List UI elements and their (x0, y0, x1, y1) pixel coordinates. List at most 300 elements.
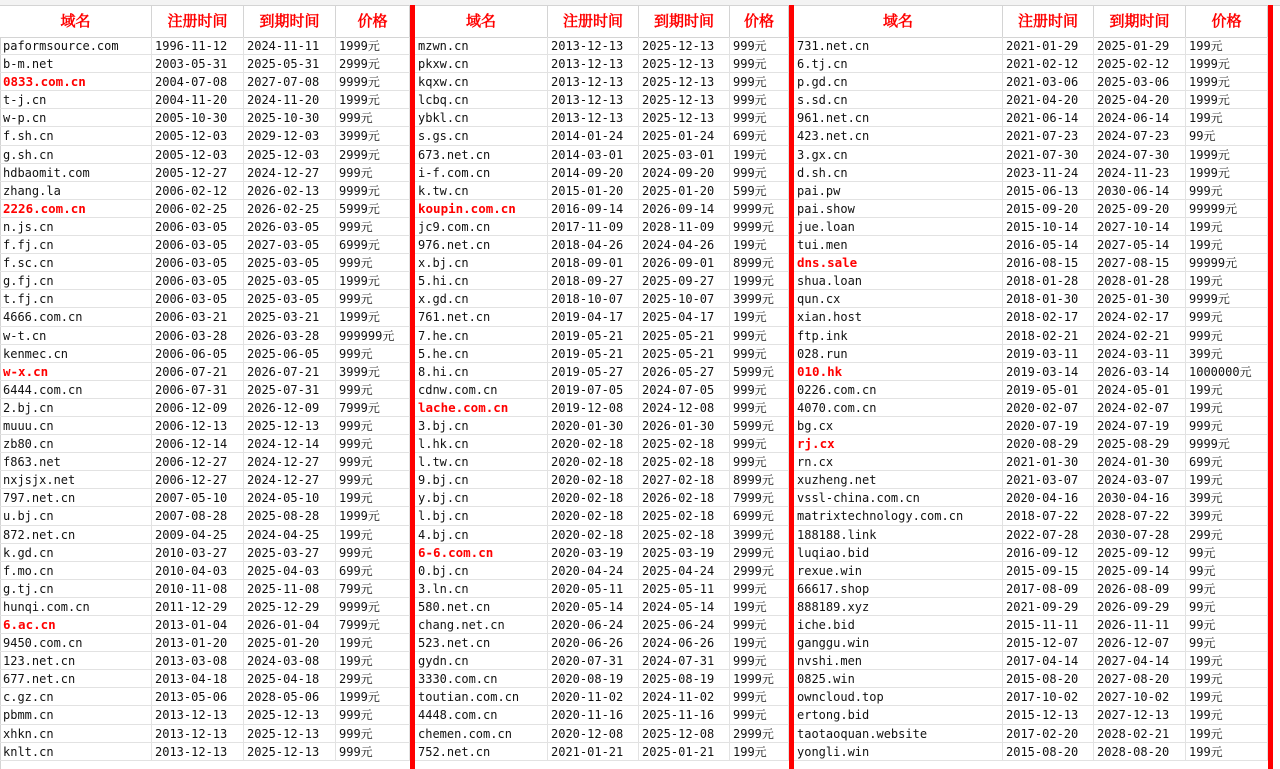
reg-date-cell[interactable]: 2005-12-03 (152, 146, 244, 164)
exp-date-cell[interactable]: 2028-05-06 (244, 688, 336, 706)
domain-cell[interactable]: 3.gx.cn (794, 146, 1003, 164)
exp-date-cell[interactable]: 2025-11-16 (639, 706, 730, 724)
table-row[interactable] (415, 345, 789, 363)
reg-date-cell[interactable]: 2021-07-30 (1003, 146, 1094, 164)
table-row[interactable] (415, 327, 789, 345)
domain-cell[interactable]: f.sc.cn (0, 254, 152, 272)
price-cell[interactable]: 9999元 (336, 182, 410, 200)
exp-date-cell[interactable]: 2026-03-05 (244, 218, 336, 236)
price-cell[interactable]: 299元 (336, 670, 410, 688)
reg-date-cell[interactable]: 2006-03-05 (152, 254, 244, 272)
table-row[interactable] (0, 507, 410, 525)
exp-date-cell[interactable]: 2024-11-02 (639, 688, 730, 706)
domain-cell[interactable]: 961.net.cn (794, 109, 1003, 127)
table-row[interactable] (0, 127, 410, 145)
price-cell[interactable]: 3999元 (336, 363, 410, 381)
price-cell[interactable]: 999元 (730, 73, 789, 91)
table-row[interactable] (0, 526, 410, 544)
table-row[interactable] (794, 652, 1268, 670)
header-expires[interactable]: 到期时间 (1094, 5, 1186, 37)
table-row[interactable] (794, 706, 1268, 724)
price-cell[interactable]: 99元 (1186, 580, 1268, 598)
domain-cell[interactable]: muuu.cn (0, 417, 152, 435)
table-row[interactable] (415, 399, 789, 417)
reg-date-cell[interactable]: 2021-04-20 (1003, 91, 1094, 109)
price-cell[interactable]: 999元 (336, 164, 410, 182)
domain-cell[interactable]: 4070.com.cn (794, 399, 1003, 417)
price-cell[interactable]: 9999元 (336, 598, 410, 616)
exp-date-cell[interactable]: 2027-07-08 (244, 73, 336, 91)
domain-cell[interactable]: 580.net.cn (415, 598, 548, 616)
exp-date-cell[interactable]: 2025-12-08 (639, 725, 730, 743)
table-row[interactable] (794, 471, 1268, 489)
exp-date-cell[interactable]: 2027-10-02 (1094, 688, 1186, 706)
exp-date-cell[interactable]: 2025-01-24 (639, 127, 730, 145)
reg-date-cell[interactable]: 2020-02-07 (1003, 399, 1094, 417)
exp-date-cell[interactable]: 2025-05-31 (244, 55, 336, 73)
price-cell[interactable]: 7999元 (336, 399, 410, 417)
reg-date-cell[interactable]: 2023-11-24 (1003, 164, 1094, 182)
table-row[interactable] (415, 725, 789, 743)
table-row[interactable] (794, 91, 1268, 109)
exp-date-cell[interactable]: 2025-03-05 (244, 272, 336, 290)
reg-date-cell[interactable]: 2013-01-04 (152, 616, 244, 634)
table-row[interactable] (0, 616, 410, 634)
header-domain[interactable]: 域名 (794, 5, 1003, 37)
table-row[interactable] (794, 399, 1268, 417)
domain-cell[interactable]: kqxw.cn (415, 73, 548, 91)
table-row[interactable] (0, 308, 410, 326)
exp-date-cell[interactable]: 2024-12-27 (244, 164, 336, 182)
reg-date-cell[interactable]: 2009-04-25 (152, 526, 244, 544)
domain-cell[interactable]: 66617.shop (794, 580, 1003, 598)
price-cell[interactable]: 3999元 (730, 290, 789, 308)
table-row[interactable] (794, 55, 1268, 73)
exp-date-cell[interactable]: 2025-02-18 (639, 507, 730, 525)
price-cell[interactable]: 3999元 (336, 127, 410, 145)
exp-date-cell[interactable]: 2026-01-30 (639, 417, 730, 435)
price-cell[interactable]: 999元 (336, 218, 410, 236)
header-price[interactable]: 价格 (1186, 5, 1268, 37)
header-expires[interactable]: 到期时间 (639, 5, 730, 37)
price-cell[interactable]: 99元 (1186, 544, 1268, 562)
reg-date-cell[interactable]: 2006-02-25 (152, 200, 244, 218)
domain-cell[interactable]: 3.bj.cn (415, 417, 548, 435)
domain-cell[interactable]: 028.run (794, 345, 1003, 363)
table-row[interactable] (794, 109, 1268, 127)
exp-date-cell[interactable]: 2024-07-30 (1094, 146, 1186, 164)
price-cell[interactable]: 999元 (730, 706, 789, 724)
reg-date-cell[interactable]: 2019-12-08 (548, 399, 639, 417)
table-row[interactable] (0, 109, 410, 127)
header-registered[interactable]: 注册时间 (1003, 5, 1094, 37)
price-cell[interactable]: 1999元 (730, 670, 789, 688)
domain-cell[interactable]: nvshi.men (794, 652, 1003, 670)
price-cell[interactable]: 999元 (730, 616, 789, 634)
exp-date-cell[interactable]: 2026-05-27 (639, 363, 730, 381)
price-cell[interactable]: 99元 (1186, 616, 1268, 634)
reg-date-cell[interactable]: 2015-11-11 (1003, 616, 1094, 634)
exp-date-cell[interactable]: 2025-06-05 (244, 345, 336, 363)
table-row[interactable] (794, 327, 1268, 345)
reg-date-cell[interactable]: 2013-04-18 (152, 670, 244, 688)
price-cell[interactable]: 1999元 (1186, 73, 1268, 91)
reg-date-cell[interactable]: 2013-03-08 (152, 652, 244, 670)
table-row[interactable] (415, 109, 789, 127)
reg-date-cell[interactable]: 2019-04-17 (548, 308, 639, 326)
exp-date-cell[interactable]: 2025-08-29 (1094, 435, 1186, 453)
exp-date-cell[interactable]: 2024-05-01 (1094, 381, 1186, 399)
table-row[interactable] (794, 562, 1268, 580)
price-cell[interactable]: 2999元 (336, 146, 410, 164)
price-cell[interactable]: 999元 (336, 453, 410, 471)
domain-cell[interactable]: iche.bid (794, 616, 1003, 634)
table-row[interactable] (0, 164, 410, 182)
domain-cell[interactable]: 0226.com.cn (794, 381, 1003, 399)
price-cell[interactable]: 999元 (730, 453, 789, 471)
reg-date-cell[interactable]: 2021-03-07 (1003, 471, 1094, 489)
domain-cell[interactable]: pkxw.cn (415, 55, 548, 73)
domain-cell[interactable]: kenmec.cn (0, 345, 152, 363)
reg-date-cell[interactable]: 2005-10-30 (152, 109, 244, 127)
reg-date-cell[interactable]: 2006-12-27 (152, 453, 244, 471)
price-cell[interactable]: 999元 (730, 327, 789, 345)
domain-cell[interactable]: 8.hi.cn (415, 363, 548, 381)
price-cell[interactable]: 999元 (730, 164, 789, 182)
table-row[interactable] (0, 598, 410, 616)
price-cell[interactable]: 999元 (336, 435, 410, 453)
price-cell[interactable]: 999元 (730, 435, 789, 453)
exp-date-cell[interactable]: 2025-12-29 (244, 598, 336, 616)
domain-cell[interactable]: w-p.cn (0, 109, 152, 127)
reg-date-cell[interactable]: 1996-11-12 (152, 37, 244, 55)
reg-date-cell[interactable]: 2006-07-31 (152, 381, 244, 399)
exp-date-cell[interactable]: 2024-02-17 (1094, 308, 1186, 326)
price-cell[interactable]: 199元 (730, 598, 789, 616)
exp-date-cell[interactable]: 2024-06-26 (639, 634, 730, 652)
reg-date-cell[interactable]: 2016-09-12 (1003, 544, 1094, 562)
exp-date-cell[interactable]: 2030-07-28 (1094, 526, 1186, 544)
price-cell[interactable]: 1999元 (730, 272, 789, 290)
price-cell[interactable]: 199元 (1186, 218, 1268, 236)
reg-date-cell[interactable]: 2013-12-13 (152, 725, 244, 743)
exp-date-cell[interactable]: 2026-09-29 (1094, 598, 1186, 616)
reg-date-cell[interactable]: 2020-08-19 (548, 670, 639, 688)
exp-date-cell[interactable]: 2025-12-13 (639, 73, 730, 91)
reg-date-cell[interactable]: 2017-10-02 (1003, 688, 1094, 706)
price-cell[interactable]: 1999元 (336, 507, 410, 525)
price-cell[interactable]: 199元 (1186, 725, 1268, 743)
price-cell[interactable]: 1000000元 (1186, 363, 1268, 381)
table-row[interactable] (0, 706, 410, 724)
domain-cell[interactable]: 888189.xyz (794, 598, 1003, 616)
domain-cell[interactable]: 976.net.cn (415, 236, 548, 254)
exp-date-cell[interactable]: 2029-12-03 (244, 127, 336, 145)
domain-cell[interactable]: l.tw.cn (415, 453, 548, 471)
domain-cell[interactable]: hdbaomit.com (0, 164, 152, 182)
table-row[interactable] (0, 55, 410, 73)
domain-cell[interactable]: 4448.com.cn (415, 706, 548, 724)
price-cell[interactable]: 999元 (730, 91, 789, 109)
reg-date-cell[interactable]: 2021-01-30 (1003, 453, 1094, 471)
reg-date-cell[interactable]: 2013-12-13 (548, 91, 639, 109)
domain-cell[interactable]: 4.bj.cn (415, 526, 548, 544)
domain-cell[interactable]: 7.he.cn (415, 327, 548, 345)
price-cell[interactable]: 999元 (336, 381, 410, 399)
domain-cell[interactable]: w-x.cn (0, 363, 152, 381)
exp-date-cell[interactable]: 2025-01-20 (244, 634, 336, 652)
exp-date-cell[interactable]: 2025-10-30 (244, 109, 336, 127)
exp-date-cell[interactable]: 2024-07-05 (639, 381, 730, 399)
price-cell[interactable]: 5999元 (336, 200, 410, 218)
reg-date-cell[interactable]: 2006-02-12 (152, 182, 244, 200)
exp-date-cell[interactable]: 2025-09-20 (1094, 200, 1186, 218)
domain-cell[interactable]: 123.net.cn (0, 652, 152, 670)
exp-date-cell[interactable]: 2030-04-16 (1094, 489, 1186, 507)
domain-cell[interactable]: 0825.win (794, 670, 1003, 688)
price-cell[interactable]: 1999元 (1186, 146, 1268, 164)
table-row[interactable] (794, 634, 1268, 652)
table-row[interactable] (415, 616, 789, 634)
reg-date-cell[interactable]: 2020-01-30 (548, 417, 639, 435)
table-row[interactable] (794, 37, 1268, 55)
reg-date-cell[interactable]: 2013-12-13 (548, 109, 639, 127)
reg-date-cell[interactable]: 2004-07-08 (152, 73, 244, 91)
reg-date-cell[interactable]: 2007-05-10 (152, 489, 244, 507)
table-row[interactable] (0, 562, 410, 580)
exp-date-cell[interactable]: 2026-03-14 (1094, 363, 1186, 381)
domain-cell[interactable]: l.hk.cn (415, 435, 548, 453)
table-row[interactable] (0, 363, 410, 381)
table-row[interactable] (794, 254, 1268, 272)
exp-date-cell[interactable]: 2026-01-04 (244, 616, 336, 634)
reg-date-cell[interactable]: 2019-05-01 (1003, 381, 1094, 399)
table-row[interactable] (415, 218, 789, 236)
domain-cell[interactable]: 872.net.cn (0, 526, 152, 544)
reg-date-cell[interactable]: 2018-09-27 (548, 272, 639, 290)
reg-date-cell[interactable]: 2022-07-28 (1003, 526, 1094, 544)
header-price[interactable]: 价格 (730, 5, 789, 37)
price-cell[interactable]: 199元 (1186, 670, 1268, 688)
reg-date-cell[interactable]: 2013-12-13 (548, 37, 639, 55)
exp-date-cell[interactable]: 2026-02-13 (244, 182, 336, 200)
exp-date-cell[interactable]: 2025-05-21 (639, 327, 730, 345)
price-cell[interactable]: 9999元 (1186, 435, 1268, 453)
price-cell[interactable]: 5999元 (730, 417, 789, 435)
exp-date-cell[interactable]: 2025-12-03 (244, 146, 336, 164)
exp-date-cell[interactable]: 2030-06-14 (1094, 182, 1186, 200)
price-cell[interactable]: 2999元 (730, 562, 789, 580)
table-row[interactable] (794, 688, 1268, 706)
header-price[interactable]: 价格 (336, 5, 410, 37)
reg-date-cell[interactable]: 2021-06-14 (1003, 109, 1094, 127)
domain-cell[interactable]: yongli.win (794, 743, 1003, 761)
table-row[interactable] (0, 634, 410, 652)
price-cell[interactable]: 3999元 (730, 526, 789, 544)
table-row[interactable] (415, 272, 789, 290)
exp-date-cell[interactable]: 2024-07-31 (639, 652, 730, 670)
reg-date-cell[interactable]: 2015-09-20 (1003, 200, 1094, 218)
exp-date-cell[interactable]: 2027-10-14 (1094, 218, 1186, 236)
domain-cell[interactable]: k.tw.cn (415, 182, 548, 200)
exp-date-cell[interactable]: 2024-04-26 (639, 236, 730, 254)
domain-cell[interactable]: n.js.cn (0, 218, 152, 236)
domain-cell[interactable]: 673.net.cn (415, 146, 548, 164)
price-cell[interactable]: 199元 (730, 236, 789, 254)
reg-date-cell[interactable]: 2015-10-14 (1003, 218, 1094, 236)
price-cell[interactable]: 999元 (336, 544, 410, 562)
reg-date-cell[interactable]: 2006-12-27 (152, 471, 244, 489)
table-row[interactable] (794, 544, 1268, 562)
exp-date-cell[interactable]: 2025-04-03 (244, 562, 336, 580)
domain-cell[interactable]: mzwn.cn (415, 37, 548, 55)
domain-cell[interactable]: 4666.com.cn (0, 308, 152, 326)
table-row[interactable] (415, 127, 789, 145)
exp-date-cell[interactable]: 2024-07-19 (1094, 417, 1186, 435)
domain-cell[interactable]: t-j.cn (0, 91, 152, 109)
exp-date-cell[interactable]: 2024-02-21 (1094, 327, 1186, 345)
price-cell[interactable]: 199元 (1186, 706, 1268, 724)
price-cell[interactable]: 199元 (1186, 688, 1268, 706)
price-cell[interactable]: 99999元 (1186, 254, 1268, 272)
table-row[interactable] (794, 363, 1268, 381)
domain-cell[interactable]: 6.ac.cn (0, 616, 152, 634)
domain-cell[interactable]: i-f.com.cn (415, 164, 548, 182)
domain-cell[interactable]: pai.show (794, 200, 1003, 218)
reg-date-cell[interactable]: 2018-04-26 (548, 236, 639, 254)
domain-cell[interactable]: qun.cx (794, 290, 1003, 308)
domain-cell[interactable]: 9.bj.cn (415, 471, 548, 489)
table-row[interactable] (0, 236, 410, 254)
domain-cell[interactable]: paformsource.com (0, 37, 152, 55)
domain-cell[interactable]: 188188.link (794, 526, 1003, 544)
exp-date-cell[interactable]: 2026-02-25 (244, 200, 336, 218)
price-cell[interactable]: 199元 (1186, 272, 1268, 290)
reg-date-cell[interactable]: 2020-05-11 (548, 580, 639, 598)
price-cell[interactable]: 999元 (730, 109, 789, 127)
price-cell[interactable]: 999元 (730, 399, 789, 417)
exp-date-cell[interactable]: 2025-03-05 (244, 290, 336, 308)
exp-date-cell[interactable]: 2025-04-24 (639, 562, 730, 580)
exp-date-cell[interactable]: 2024-12-27 (244, 453, 336, 471)
reg-date-cell[interactable]: 2019-05-27 (548, 363, 639, 381)
exp-date-cell[interactable]: 2025-12-13 (639, 37, 730, 55)
price-cell[interactable]: 199元 (730, 743, 789, 761)
table-row[interactable] (415, 200, 789, 218)
domain-cell[interactable]: xian.host (794, 308, 1003, 326)
reg-date-cell[interactable]: 2019-07-05 (548, 381, 639, 399)
table-row[interactable] (794, 489, 1268, 507)
table-row[interactable] (794, 345, 1268, 363)
table-row[interactable] (415, 290, 789, 308)
exp-date-cell[interactable]: 2024-11-23 (1094, 164, 1186, 182)
exp-date-cell[interactable]: 2024-06-14 (1094, 109, 1186, 127)
exp-date-cell[interactable]: 2025-01-29 (1094, 37, 1186, 55)
reg-date-cell[interactable]: 2021-02-12 (1003, 55, 1094, 73)
price-cell[interactable]: 999元 (1186, 417, 1268, 435)
price-cell[interactable]: 999元 (730, 37, 789, 55)
table-row[interactable] (0, 73, 410, 91)
price-cell[interactable]: 7999元 (336, 616, 410, 634)
reg-date-cell[interactable]: 2020-12-08 (548, 725, 639, 743)
table-row[interactable] (794, 453, 1268, 471)
table-row[interactable] (415, 598, 789, 616)
exp-date-cell[interactable]: 2026-03-28 (244, 327, 336, 345)
table-row[interactable] (794, 580, 1268, 598)
price-cell[interactable]: 99元 (1186, 634, 1268, 652)
domain-cell[interactable]: gydn.cn (415, 652, 548, 670)
table-row[interactable] (415, 164, 789, 182)
price-cell[interactable]: 199元 (336, 652, 410, 670)
domain-cell[interactable]: knlt.cn (0, 743, 152, 761)
price-cell[interactable]: 2999元 (730, 544, 789, 562)
exp-date-cell[interactable]: 2025-08-19 (639, 670, 730, 688)
domain-cell[interactable]: pai.pw (794, 182, 1003, 200)
price-cell[interactable]: 999元 (730, 345, 789, 363)
price-cell[interactable]: 399元 (1186, 489, 1268, 507)
domain-cell[interactable]: d.sh.cn (794, 164, 1003, 182)
reg-date-cell[interactable]: 2020-02-18 (548, 507, 639, 525)
domain-cell[interactable]: 5.hi.cn (415, 272, 548, 290)
reg-date-cell[interactable]: 2017-04-14 (1003, 652, 1094, 670)
exp-date-cell[interactable]: 2026-09-14 (639, 200, 730, 218)
table-row[interactable] (794, 381, 1268, 399)
domain-cell[interactable]: 2.bj.cn (0, 399, 152, 417)
domain-cell[interactable]: k.gd.cn (0, 544, 152, 562)
reg-date-cell[interactable]: 2020-11-16 (548, 706, 639, 724)
table-row[interactable] (0, 453, 410, 471)
reg-date-cell[interactable]: 2006-12-14 (152, 435, 244, 453)
domain-cell[interactable]: chang.net.cn (415, 616, 548, 634)
reg-date-cell[interactable]: 2013-01-20 (152, 634, 244, 652)
exp-date-cell[interactable]: 2024-05-10 (244, 489, 336, 507)
table-row[interactable] (0, 670, 410, 688)
table-row[interactable] (415, 236, 789, 254)
exp-date-cell[interactable]: 2027-08-15 (1094, 254, 1186, 272)
price-cell[interactable]: 1999元 (336, 308, 410, 326)
price-cell[interactable]: 999元 (730, 580, 789, 598)
price-cell[interactable]: 8999元 (730, 254, 789, 272)
header-domain[interactable]: 域名 (415, 5, 548, 37)
exp-date-cell[interactable]: 2027-02-18 (639, 471, 730, 489)
exp-date-cell[interactable]: 2027-04-14 (1094, 652, 1186, 670)
domain-cell[interactable]: 2226.com.cn (0, 200, 152, 218)
domain-cell[interactable]: shua.loan (794, 272, 1003, 290)
reg-date-cell[interactable]: 2011-12-29 (152, 598, 244, 616)
reg-date-cell[interactable]: 2010-04-03 (152, 562, 244, 580)
domain-cell[interactable]: y.bj.cn (415, 489, 548, 507)
price-cell[interactable]: 9999元 (730, 200, 789, 218)
price-cell[interactable]: 999元 (336, 471, 410, 489)
domain-cell[interactable]: g.sh.cn (0, 146, 152, 164)
exp-date-cell[interactable]: 2025-03-27 (244, 544, 336, 562)
price-cell[interactable]: 5999元 (730, 363, 789, 381)
domain-cell[interactable]: x.bj.cn (415, 254, 548, 272)
price-cell[interactable]: 999元 (730, 688, 789, 706)
exp-date-cell[interactable]: 2025-07-31 (244, 381, 336, 399)
reg-date-cell[interactable]: 2018-09-01 (548, 254, 639, 272)
reg-date-cell[interactable]: 2003-05-31 (152, 55, 244, 73)
reg-date-cell[interactable]: 2006-06-05 (152, 345, 244, 363)
exp-date-cell[interactable]: 2024-03-08 (244, 652, 336, 670)
exp-date-cell[interactable]: 2024-03-07 (1094, 471, 1186, 489)
domain-cell[interactable]: 761.net.cn (415, 308, 548, 326)
reg-date-cell[interactable]: 2020-02-18 (548, 489, 639, 507)
reg-date-cell[interactable]: 2020-04-16 (1003, 489, 1094, 507)
table-row[interactable] (0, 218, 410, 236)
reg-date-cell[interactable]: 2010-11-08 (152, 580, 244, 598)
exp-date-cell[interactable]: 2026-08-09 (1094, 580, 1186, 598)
